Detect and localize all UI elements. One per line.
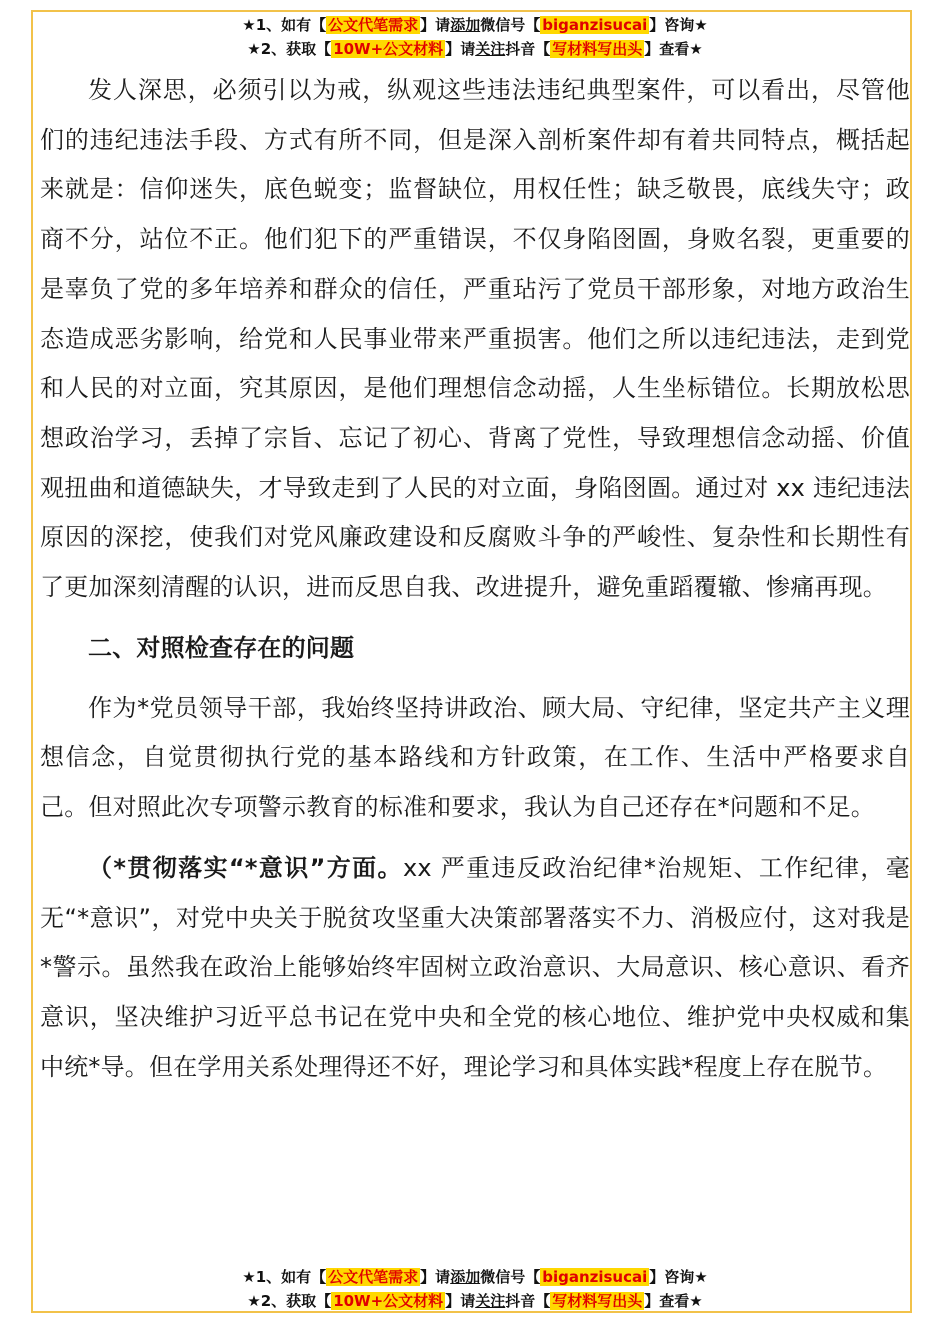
banner-text: 】咨询★ xyxy=(649,16,708,34)
banner-emphasis: 关注 xyxy=(475,1292,506,1310)
banner-line-2 xyxy=(0,1289,950,1313)
banner-line-2 xyxy=(0,37,950,61)
banner-text: 】查看★ xyxy=(644,40,703,58)
banner-text: 】请 xyxy=(445,1292,476,1310)
banner-text: 】请 xyxy=(420,16,451,34)
document-body xyxy=(40,66,910,1092)
banner-text: ★1、如有【 xyxy=(242,16,327,34)
paragraph-2: 作为*党员领导干部，我始终坚持讲政治、顾大局、守纪律，坚定共产主义理想信念，自觉贯彻执行党的基本路线和方针政策，在工作、生活中严格要求自己。但对照此次专项警示教育的标准和要求，我认为自己还存在*问题和不足。 xyxy=(40,693,910,822)
banner-emphasis: 添加 xyxy=(450,1268,481,1286)
banner-highlight: 写材料写出头 xyxy=(552,40,643,58)
banner-text: 微信号【 xyxy=(480,1268,541,1286)
banner-text: 抖音【 xyxy=(505,1292,551,1310)
banner-emphasis: 添加 xyxy=(450,16,481,34)
bottom-banner xyxy=(0,1265,950,1313)
paragraph-1: 发人深思，必须引以为戒，纵观这些违法违纪典型案件，可以看出，尽管他们的违纪违法手段、方式有所不同，但是深入剖析案件却有着共同特点，概括起来就是：信仰迷失，底色蜕变；监督缺位，用权任性；缺乏敬畏，底线失守；政商不分，站位不正。他们犯下的严重错误，不仅身陷囹圄，身败名裂，更重要的是辜负了党的多年培养和群众的信任，严重玷污了党员干部形象，对地方政治生态造成恶劣影响，给党和人民事业带来严重损害。他们之所以违纪违法，走到党和人民的对立面，究其原因，是他们理想信念动摇，人生坐标错位。长期放松思想政治学习，丢掉了宗旨、忘记了初心、背离了党性，导致理想信念动摇、价值观扭曲和道德缺失，才导致走到了人民的对立面，身陷囹圄。通过对 xx 违纪违法原因的深挖，使我们对党风廉政建设和反腐败斗争的严峻性、复杂性和长期性有了更加深刻清醒的认识，进而反思自我、改进提升，避免重蹈覆辙、惨痛再现。 xyxy=(40,76,910,602)
banner-emphasis: 关注 xyxy=(475,40,506,58)
banner-text: ★1、如有【 xyxy=(242,1268,327,1286)
paragraph-3 xyxy=(40,844,910,1093)
banner-text: ★2、获取【 xyxy=(247,1292,332,1310)
banner-text: 】查看★ xyxy=(644,1292,703,1310)
banner-highlight: 公文代笔需求 xyxy=(328,1268,419,1286)
banner-line-1 xyxy=(0,13,950,37)
banner-highlight: 10W+公文材料 xyxy=(333,40,444,58)
banner-highlight: 写材料写出头 xyxy=(552,1292,643,1310)
banner-highlight: 10W+公文材料 xyxy=(333,1292,444,1310)
section-heading: 二、对照检查存在的问题 xyxy=(88,633,355,662)
banner-text: 】咨询★ xyxy=(649,1268,708,1286)
banner-text: ★2、获取【 xyxy=(247,40,332,58)
top-banner xyxy=(0,13,950,61)
paragraph-3-lead: （*贯彻落实“*意识”方面。 xyxy=(88,853,403,882)
banner-highlight: 公文代笔需求 xyxy=(328,16,419,34)
banner-highlight: biganzisucai xyxy=(542,1268,648,1286)
banner-highlight: biganzisucai xyxy=(542,16,648,34)
banner-text: 微信号【 xyxy=(480,16,541,34)
paragraph-3-body: xx 严重违反政治纪律*治规矩、工作纪律，毫无“*意识”，对党中央关于脱贫攻坚重大决策部署落实不力、消极应付，这对我是*警示。虽然我在政治上能够始终牢固树立政治意识、大局意识、核心意识、看齐意识，坚决维护习近平总书记在党中央和全党的核心地位、维护党中央权威和集中统*导。但在学用关系处理得还不好，理论学习和具体实践*程度上存在脱节。 xyxy=(40,853,910,1081)
banner-text: 抖音【 xyxy=(505,40,551,58)
banner-line-1 xyxy=(0,1265,950,1289)
banner-text: 】请 xyxy=(420,1268,451,1286)
banner-text: 】请 xyxy=(445,40,476,58)
